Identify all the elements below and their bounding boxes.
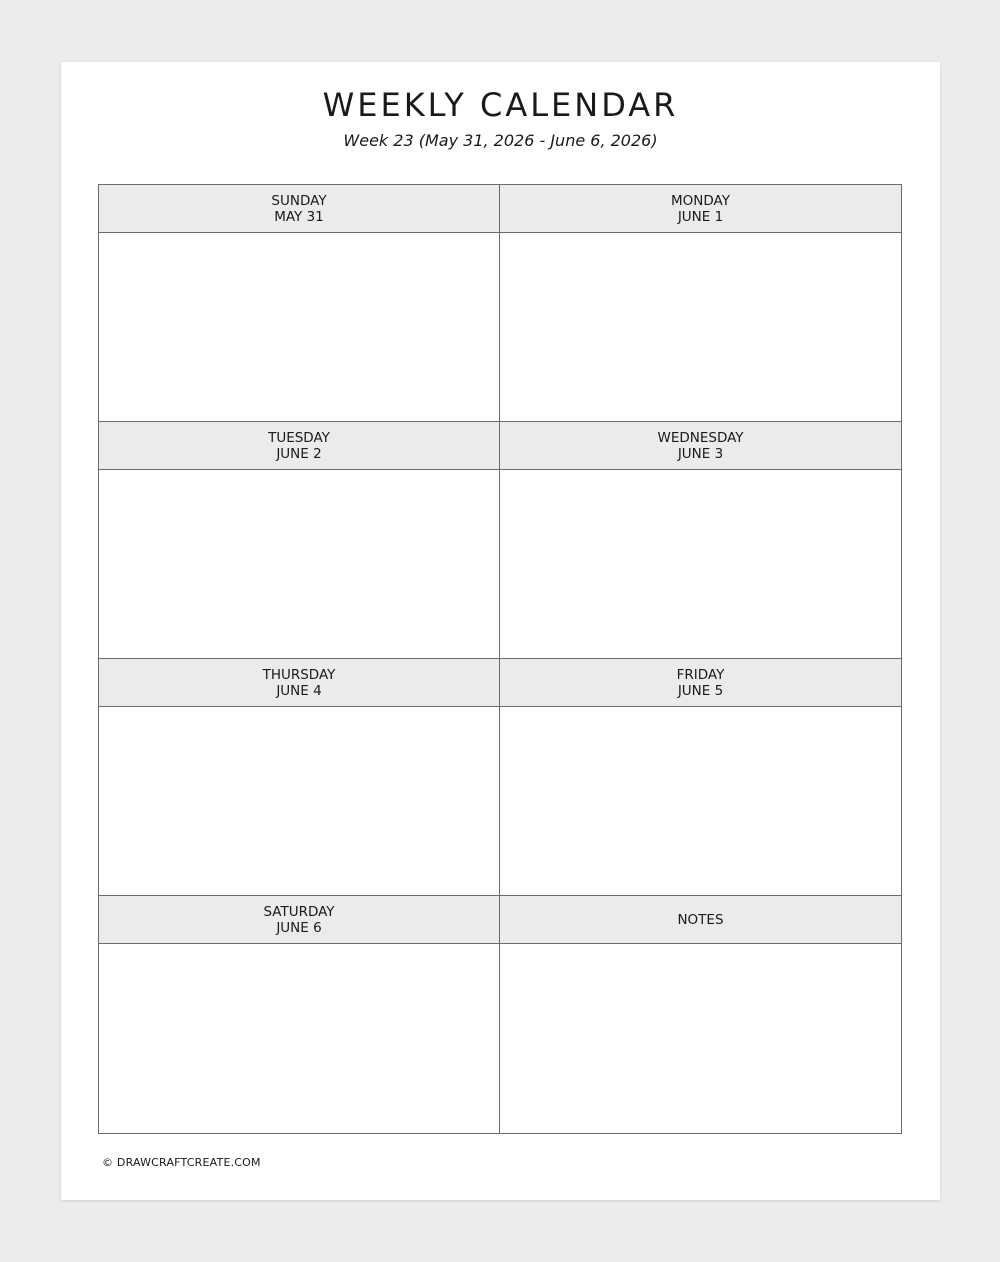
day-header bbox=[500, 185, 901, 233]
day-writing-area bbox=[99, 707, 499, 895]
day-date: JUNE 6 bbox=[276, 919, 322, 936]
day-name: SUNDAY bbox=[271, 192, 327, 209]
day-writing-area bbox=[99, 470, 499, 658]
day-name: THURSDAY bbox=[262, 666, 336, 683]
day-date: JUNE 4 bbox=[276, 682, 322, 699]
day-date: JUNE 1 bbox=[677, 208, 724, 225]
calendar-sheet bbox=[61, 62, 940, 1200]
notes-writing-area bbox=[500, 944, 901, 1133]
day-writing-area bbox=[500, 707, 901, 895]
day-header bbox=[99, 896, 499, 944]
day-cell-tuesday bbox=[99, 422, 500, 659]
day-cell-wednesday bbox=[500, 422, 901, 659]
day-writing-area bbox=[500, 233, 901, 421]
day-name: FRIDAY bbox=[676, 666, 725, 683]
week-grid bbox=[98, 184, 902, 1134]
day-date: JUNE 5 bbox=[677, 682, 724, 699]
day-date: MAY 31 bbox=[274, 208, 324, 225]
notes-cell bbox=[500, 896, 901, 1133]
day-writing-area bbox=[99, 233, 499, 421]
day-name: WEDNESDAY bbox=[657, 429, 744, 446]
day-date: JUNE 2 bbox=[276, 445, 322, 462]
notes-header bbox=[500, 896, 901, 944]
day-cell-sunday bbox=[99, 185, 500, 422]
week-range-subtitle: Week 23 (May 31, 2026 - June 6, 2026) bbox=[343, 131, 658, 150]
day-name: MONDAY bbox=[671, 192, 730, 209]
day-header bbox=[99, 185, 499, 233]
day-header bbox=[500, 422, 901, 470]
copyright-footer: © DRAWCRAFTCREATE.COM bbox=[102, 1156, 261, 1169]
day-cell-monday bbox=[500, 185, 901, 422]
day-header bbox=[99, 659, 499, 707]
day-name: SATURDAY bbox=[263, 903, 335, 920]
day-date: JUNE 3 bbox=[677, 445, 724, 462]
day-cell-thursday bbox=[99, 659, 500, 896]
day-name: TUESDAY bbox=[268, 429, 330, 446]
day-writing-area bbox=[500, 470, 901, 658]
page-title: WEEKLY CALENDAR bbox=[322, 86, 679, 124]
notes-label: NOTES bbox=[677, 911, 724, 928]
day-header bbox=[500, 659, 901, 707]
day-header bbox=[99, 422, 499, 470]
day-cell-friday bbox=[500, 659, 901, 896]
day-writing-area bbox=[99, 944, 499, 1133]
day-cell-saturday bbox=[99, 896, 500, 1133]
